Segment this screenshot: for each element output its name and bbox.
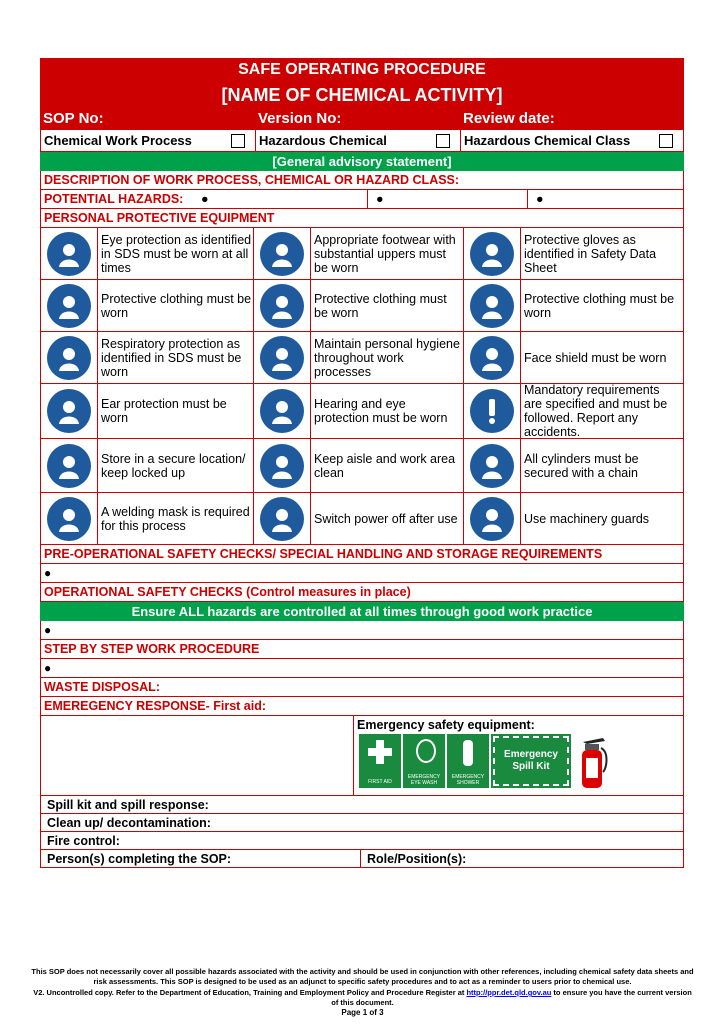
eye-wash-icon	[416, 739, 436, 763]
ppe-instruction: Mandatory requirements are specified and must be followed. Report any accidents.	[524, 383, 668, 439]
first-aid-sign: FIRST AID	[359, 734, 401, 788]
ppe-row	[40, 228, 684, 280]
ppe-instruction: All cylinders must be secured with a chain	[524, 451, 639, 480]
safety-goggles-icon	[47, 232, 91, 276]
machine-guard-icon	[470, 497, 514, 541]
coveralls-icon	[260, 284, 304, 328]
activity-name: [NAME OF CHEMICAL ACTIVITY]	[40, 82, 684, 108]
fire-row: Fire control:	[40, 832, 684, 850]
first-aid-cross-icon	[368, 740, 392, 764]
advisory-banner: [General advisory statement]	[40, 152, 684, 171]
sop-sheet	[40, 58, 684, 868]
op-banner: Ensure ALL hazards are controlled at all times through good work practice	[40, 602, 684, 621]
hazard-bullet-2: ●	[368, 190, 528, 208]
ppe-instruction: Protective clothing must be worn	[311, 280, 464, 331]
ppe-heading: PERSONAL PROTECTIVE EQUIPMENT	[40, 209, 684, 228]
safety-boots-icon	[260, 232, 304, 276]
ppe-instruction: Protective clothing must be worn	[524, 291, 675, 320]
version-no-label: Version No:	[258, 110, 342, 127]
ppe-instruction: Store in a secure location/ keep locked up	[98, 439, 254, 492]
ppe-instruction: Respiratory protection as identified in SDS must be worn	[98, 332, 254, 383]
sop-no-label: SOP No:	[43, 110, 104, 127]
preop-heading: PRE-OPERATIONAL SAFETY CHECKS/ SPECIAL HANDLING AND STORAGE REQUIREMENTS	[40, 545, 684, 564]
ppe-row	[40, 384, 684, 439]
step-bullet: ●	[40, 659, 684, 678]
op-bullet: ●	[40, 621, 684, 640]
hazards-row	[40, 190, 684, 209]
ear-protection-icon	[47, 389, 91, 433]
op-heading: OPERATIONAL SAFETY CHECKS (Control measures in place)	[40, 583, 684, 602]
padlock-icon	[47, 444, 91, 488]
spill-kit-sign: Emergency Spill Kit	[491, 734, 571, 788]
ppe-row	[40, 493, 684, 545]
ppe-instruction: Use machinery guards	[524, 511, 650, 526]
hearing-eye-protection-icon	[260, 389, 304, 433]
ppe-instruction: Protective clothing must be worn	[98, 280, 254, 331]
hand-wash-icon	[260, 336, 304, 380]
cleanup-row: Clean up/ decontamination:	[40, 814, 684, 832]
respirator-icon	[47, 336, 91, 380]
welding-mask-icon	[47, 497, 91, 541]
ppe-instruction: Eye protection as identified in SDS must be worn at all times	[98, 228, 254, 279]
preop-bullet: ●	[40, 564, 684, 583]
type-row	[40, 130, 684, 152]
type-chemical-checkbox[interactable]	[436, 134, 450, 148]
clean-aisle-icon	[260, 444, 304, 488]
ppe-instruction: Switch power off after use	[311, 493, 464, 544]
type-class-label: Hazardous Chemical Class	[464, 132, 631, 148]
ppe-row	[40, 280, 684, 332]
gloves-icon	[470, 232, 514, 276]
ppr-link[interactable]: http://ppr.det.qld.gov.au	[466, 988, 552, 997]
hazard-bullet-3: ●	[536, 192, 544, 206]
emergency-equipment-label: Emergency safety equipment:	[357, 718, 535, 732]
type-chemical-label: Hazardous Chemical	[259, 132, 387, 148]
description-heading: DESCRIPTION OF WORK PROCESS, CHEMICAL OR HAZARD CLASS:	[40, 171, 684, 190]
ppe-instruction: Ear protection must be worn	[98, 384, 254, 438]
emergency-equipment-row	[40, 716, 684, 796]
ppe-row	[40, 439, 684, 493]
shower-icon	[463, 740, 473, 766]
ppe-instruction: Face shield must be worn	[524, 350, 667, 365]
sop-title: SAFE OPERATING PROCEDURE	[40, 58, 684, 82]
step-heading: STEP BY STEP WORK PROCEDURE	[40, 640, 684, 659]
spill-row: Spill kit and spill response:	[40, 796, 684, 814]
apron-icon	[470, 284, 514, 328]
footer-disclaimer: This SOP does not necessarily cover all possible hazards associated with the activity and should be used in conjunction with other references, including chemical safety data sheets and risk assessments. This SOP is designed to be used as an adjunct to specific safety procedures and to act as a reminder to users prior to chemical use.	[31, 967, 694, 986]
person-label: Person(s) completing the SOP:	[41, 850, 361, 867]
hazard-bullet-1: ●	[201, 190, 368, 208]
person-row	[40, 850, 684, 868]
eye-wash-sign: EMERGENCY EYE WASH	[403, 734, 445, 788]
shower-sign: EMERGENCY SHOWER	[447, 734, 489, 788]
review-date-label: Review date:	[463, 110, 555, 127]
meta-row	[40, 108, 684, 130]
role-label: Role/Position(s):	[367, 852, 467, 866]
emergency-heading: EMEREGENCY RESPONSE- First aid:	[40, 697, 684, 716]
hazards-label: POTENTIAL HAZARDS:	[44, 192, 184, 206]
power-switch-icon	[260, 497, 304, 541]
type-process-checkbox[interactable]	[231, 134, 245, 148]
lab-coat-icon	[47, 284, 91, 328]
ppe-grid	[40, 228, 684, 545]
footer-version: V2. Uncontrolled copy. Refer to the Department of Education, Training and Employment Policy and Procedure Register at http://ppr.det.qld.gov.au to ensure you have the current version of this document.	[33, 988, 692, 1007]
ppe-row	[40, 332, 684, 384]
ppe-instruction: Keep aisle and work area clean	[311, 439, 464, 492]
waste-heading: WASTE DISPOSAL:	[40, 678, 684, 697]
ppe-instruction: Protective gloves as identified in Safety Data Sheet	[524, 232, 657, 275]
face-shield-icon	[470, 336, 514, 380]
fire-extinguisher-icon	[573, 734, 613, 790]
ppe-instruction: A welding mask is required for this process	[98, 493, 254, 544]
type-class-checkbox[interactable]	[659, 134, 673, 148]
type-process-label: Chemical Work Process	[44, 132, 192, 148]
cylinder-chain-icon	[470, 444, 514, 488]
mandatory-exclamation-icon	[470, 389, 514, 433]
page-number: Page 1 of 3	[341, 1008, 384, 1017]
ppe-instruction: Appropriate footwear with substantial uppers must be worn	[311, 228, 464, 279]
ppe-instruction: Hearing and eye protection must be worn	[311, 384, 464, 438]
ppe-instruction: Maintain personal hygiene throughout work processes	[311, 332, 464, 383]
